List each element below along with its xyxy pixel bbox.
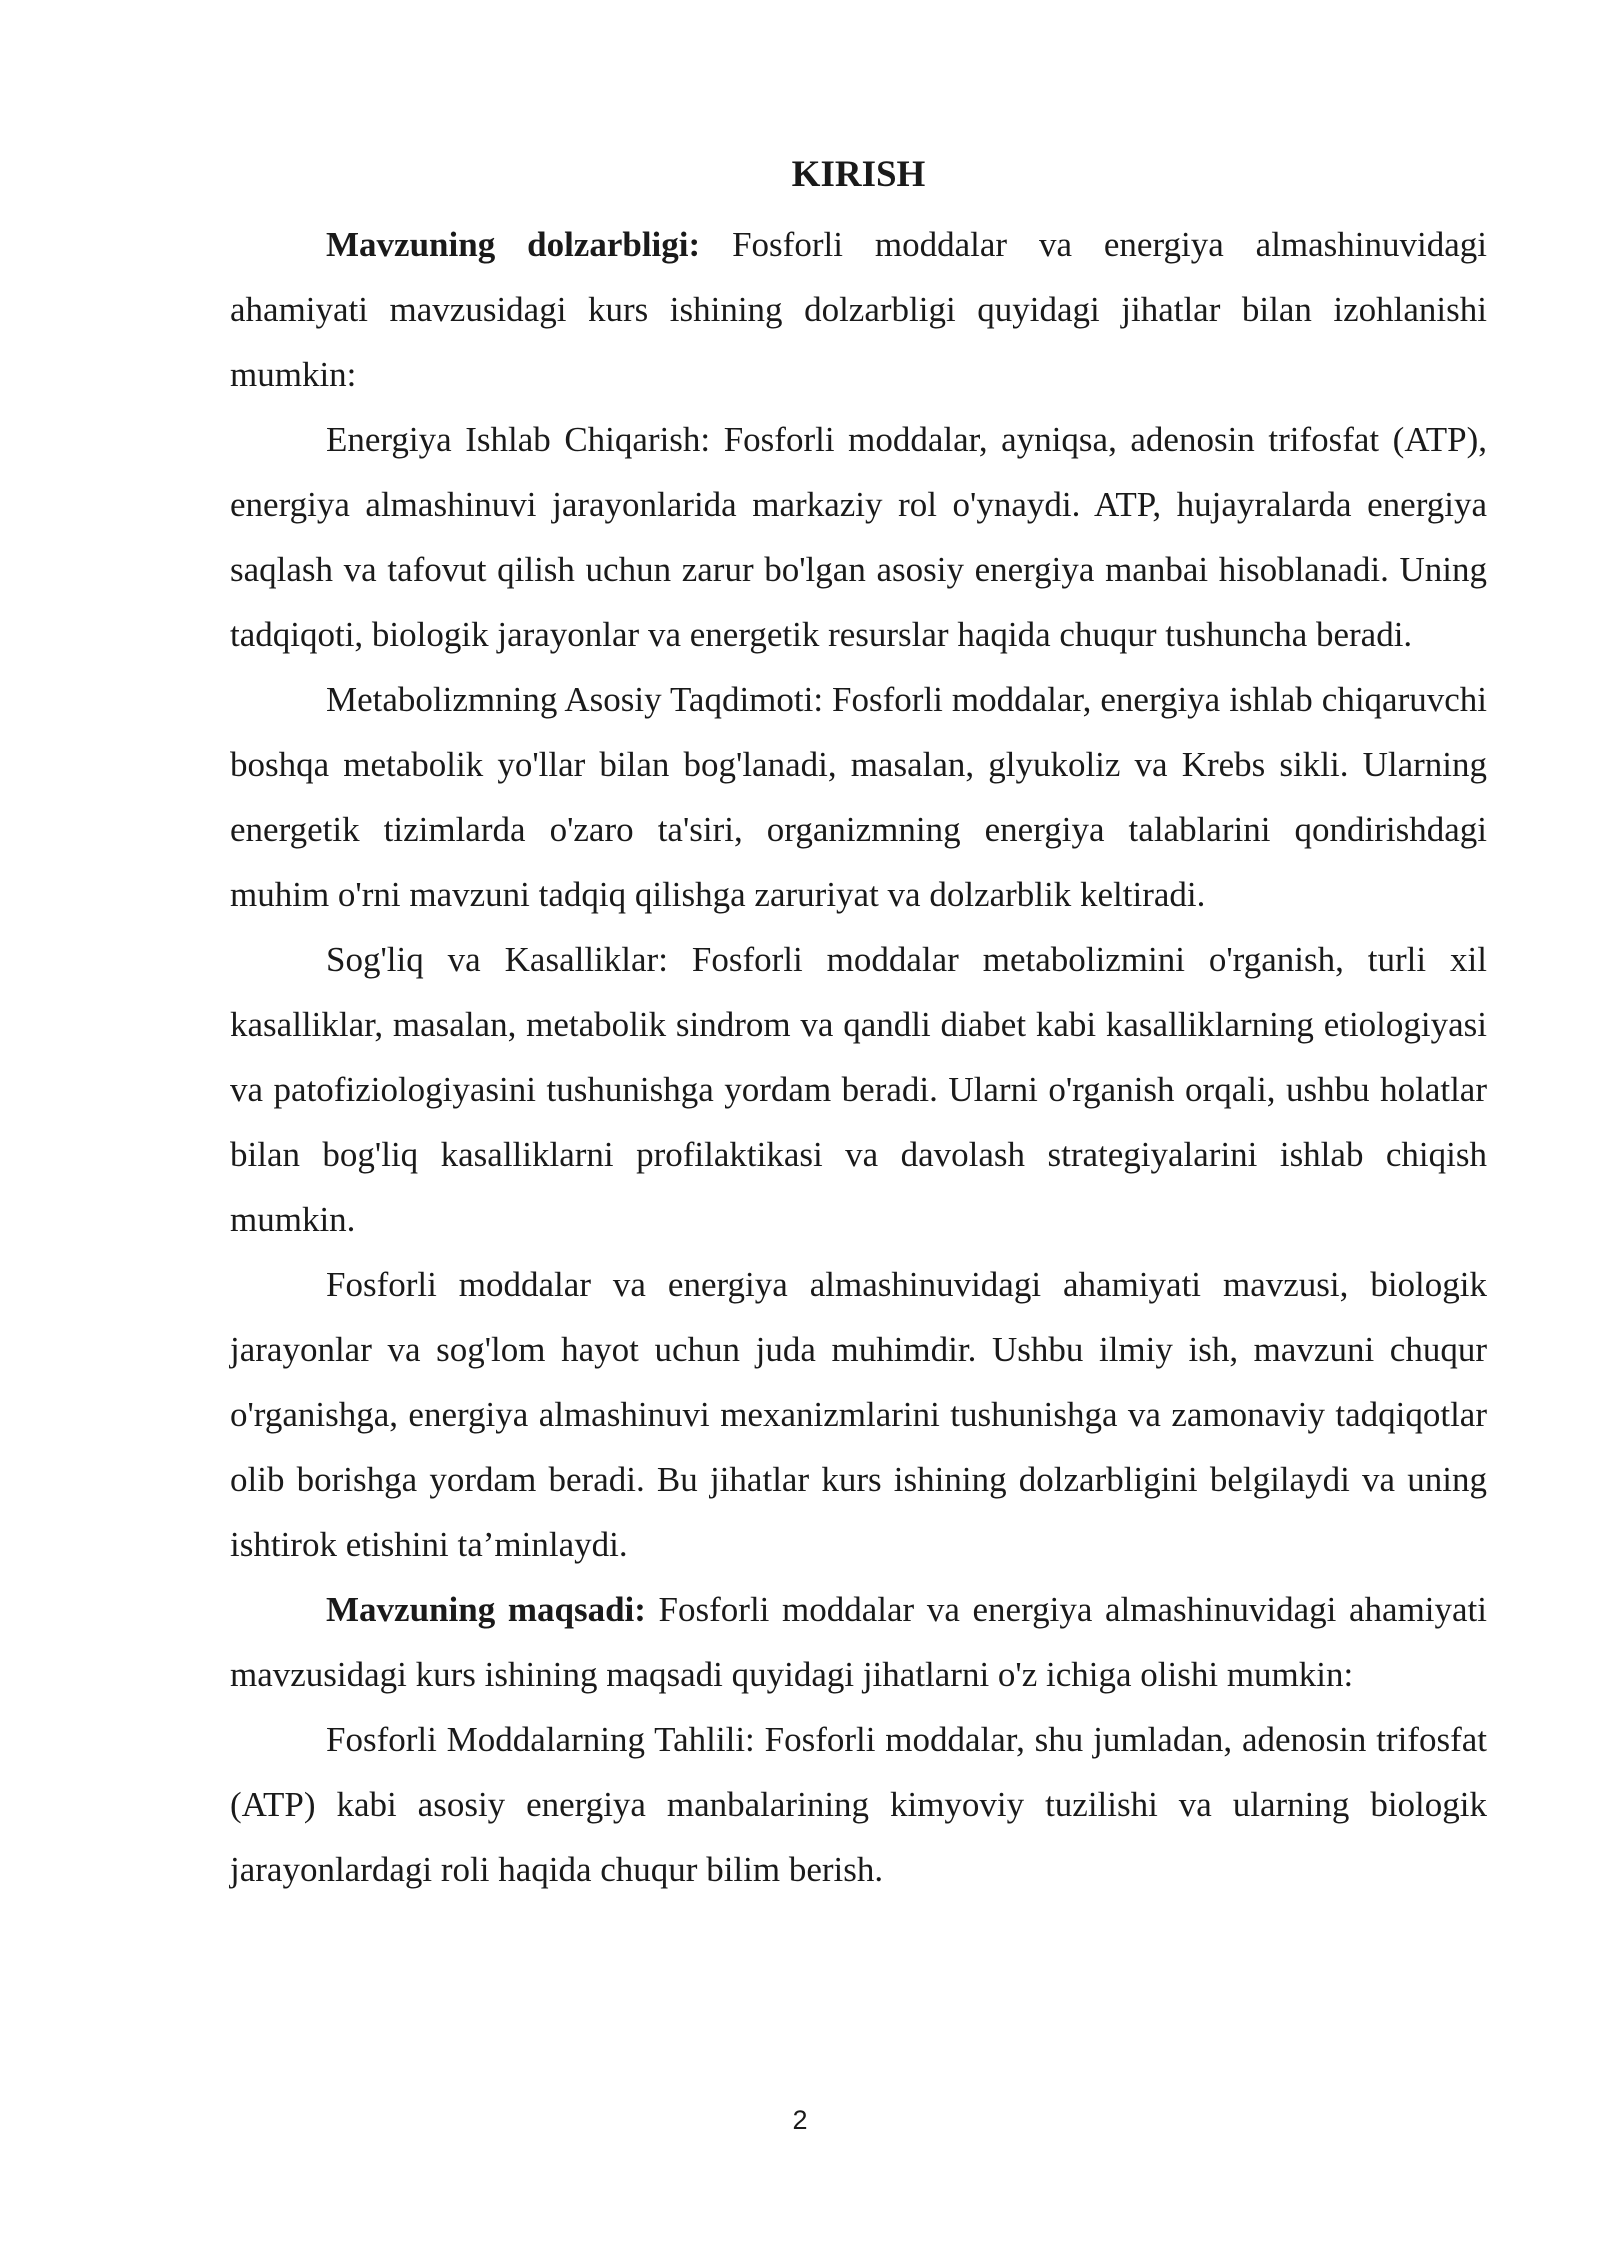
paragraph-text: Metabolizmning Asosiy Taqdimoti: Fosforli moddalar, energiya ishlab chiqaruvchi boshqa metabolik yo'llar bilan bog'lanadi, masalan, glyukoliz va Krebs sikli. Ularning energetik tizimlarda o'zaro ta'siri, organizmning energiya talablarini qondirishdagi muhim o'rni mavzuni tadqiq qilishga zaruriyat va dolzarblik keltiradi. [230,680,1487,914]
paragraph-health-diseases [230,927,1487,1252]
paragraph-text: Energiya Ishlab Chiqarish: Fosforli moddalar, ayniqsa, adenosin trifosfat (ATP), energiya almashinuvi jarayonlarida markaziy rol o'ynaydi. ATP, hujayralarda energiya saqlash va tafovut qilish uchun zarur bo'lgan asosiy energiya manbai hisoblanadi. Uning tadqiqoti, biologik jarayonlar va energetik resurslar haqida chuqur tushuncha beradi. [230,420,1487,654]
paragraph-text: Fosforli moddalar va energiya almashinuvidagi ahamiyati mavzusidagi kurs ishining dolzarbligi quyidagi jihatlar bilan izohlanishi mumkin: [230,225,1488,394]
paragraph-text: Sog'liq va Kasalliklar: Fosforli moddalar metabolizmini o'rganish, turli xil kasalliklar, masalan, metabolik sindrom va qandli diabet kabi kasalliklarning etiologiyasi va patofiziologiyasini tushunishga yordam beradi. Ularni o'rganish orqali, ushbu holatlar bilan bog'liq kasalliklarni profilaktikasi va davolash strategiyalarini ishlab chiqish mumkin. [230,940,1487,1239]
paragraph-lead-relevance: Mavzuning dolzarbligi: [326,225,701,264]
paragraph-analysis [230,1707,1487,1902]
paragraph-goal [230,1577,1487,1707]
paragraph-summary [230,1252,1487,1577]
section-title: KIRISH [791,154,926,195]
paragraph-metabolism [230,667,1487,927]
paragraph-text: Fosforli Moddalarning Tahlili: Fosforli moddalar, shu jumladan, adenosin trifosfat (ATP) kabi asosiy energiya manbalarining kimyoviy tuzilishi va ularning biologik jarayonlardagi roli haqida chuqur bilim berish. [230,1720,1487,1889]
paragraph-lead-goal: Mavzuning maqsadi: [326,1590,646,1629]
page-number: 2 [792,2105,808,2135]
paragraph-relevance [230,212,1487,407]
document-page [230,148,1487,1902]
paragraph-text: Fosforli moddalar va energiya almashinuvidagi ahamiyati mavzusi, biologik jarayonlar va sog'lom hayot uchun juda muhimdir. Ushbu ilmiy ish, mavzuni chuqur o'rganishga, energiya almashinuvi mexanizmlarini tushunishga va zamonaviy tadqiqotlar olib borishga yordam beradi. Bu jihatlar kurs ishining dolzarbligini belgilaydi va uning ishtirok etishini ta’minlaydi. [230,1265,1487,1564]
paragraph-energy-production [230,407,1487,667]
paragraph-text: Fosforli moddalar va energiya almashinuvidagi ahamiyati mavzusidagi kurs ishining maqsadi quyidagi jihatlarni o'z ichiga olishi mumkin: [230,1590,1488,1694]
